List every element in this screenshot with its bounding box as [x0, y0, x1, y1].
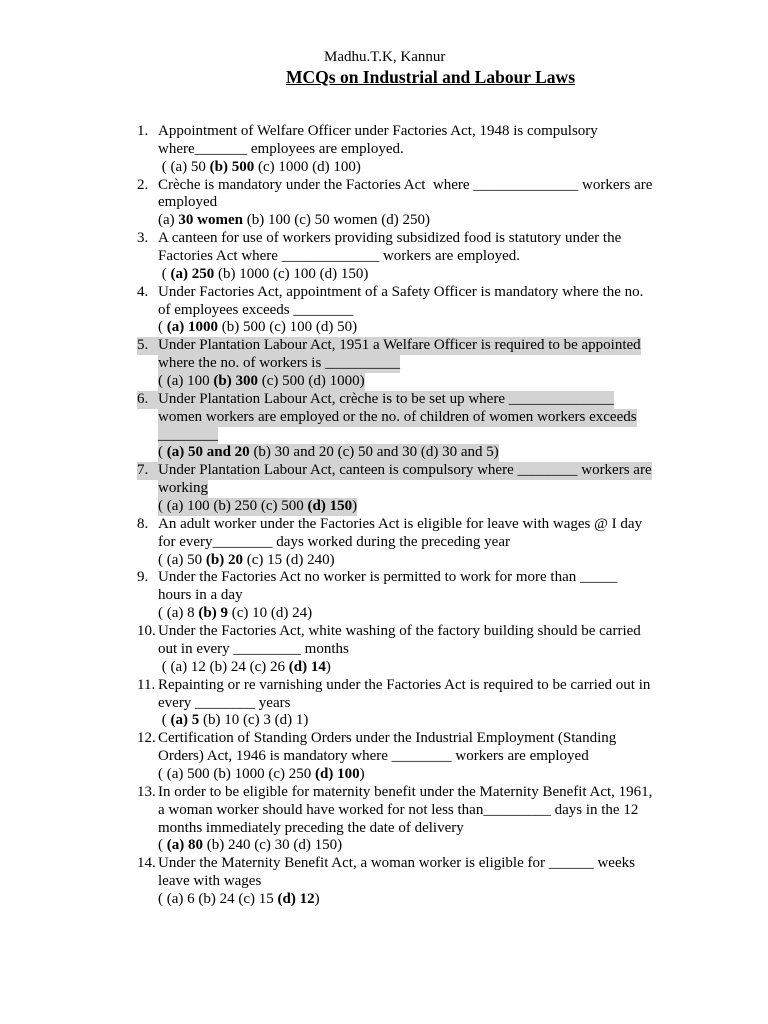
question-item — [137, 516, 757, 570]
question-body — [158, 677, 757, 731]
question-number: 10. — [137, 623, 156, 640]
marked-answer: (a) 80 — [166, 837, 203, 854]
text-run: Under Plantation Labour Act, crèche is to be set up where ______________ — [158, 390, 614, 407]
marked-answer: (a) 50 and 20 — [166, 444, 250, 461]
options-line — [158, 212, 430, 230]
options-line — [158, 712, 308, 730]
question-body — [158, 123, 757, 177]
options-line — [158, 605, 312, 623]
text-run: Under the Factories Act, white washing of the factory building should be carried — [158, 623, 641, 640]
question-number: 11. — [137, 676, 156, 693]
text-run: months immediately preceding the date of delivery — [158, 819, 464, 836]
question-line — [158, 462, 652, 480]
text-run: ) — [352, 498, 358, 515]
question-line — [158, 427, 218, 445]
question-body — [158, 337, 757, 391]
question-item — [137, 391, 757, 462]
text-run: women workers are employed or the no. of children of women workers exceeds — [158, 408, 637, 425]
marked-answer: 30 women — [178, 212, 243, 229]
question-line — [158, 248, 520, 266]
question-line — [158, 677, 650, 695]
question-line — [158, 123, 598, 141]
question-item — [137, 230, 757, 284]
text-run: of employees exceeds ________ — [158, 301, 354, 318]
question-body — [158, 569, 757, 623]
question-number: 3. — [137, 230, 149, 247]
text-run: ( — [158, 837, 167, 854]
text-run: ( (a) 100 (b) 250 (c) 500 — [158, 498, 308, 515]
question-line — [158, 230, 621, 248]
question-number: 12. — [137, 730, 156, 747]
question-item — [137, 623, 757, 677]
text-run: (b) 100 (c) 50 women (d) 250) — [242, 212, 431, 229]
question-line — [158, 784, 652, 802]
text-run: (a) — [158, 212, 179, 229]
question-line — [158, 695, 290, 713]
text-run: (c) 15 (d) 240) — [243, 551, 335, 568]
question-line — [158, 873, 261, 891]
text-run: (c) 1000 (d) 100) — [254, 158, 361, 175]
text-run: ________ — [158, 426, 218, 443]
question-body — [158, 730, 757, 784]
marked-answer: (a) 1000 — [166, 319, 218, 336]
question-item — [137, 855, 757, 909]
question-body — [158, 230, 757, 284]
options-line — [158, 837, 342, 855]
text-run: Certification of Standing Orders under the Industrial Employment (Standing — [158, 730, 617, 747]
question-number: 13. — [137, 783, 156, 800]
text-run: Repainting or re varnishing under the Factories Act is required to be carried out in — [158, 676, 651, 693]
text-run: employed — [158, 194, 218, 211]
question-number: 6. — [137, 391, 158, 409]
question-number: 8. — [137, 515, 149, 532]
question-line — [158, 194, 217, 212]
question-body — [158, 623, 757, 677]
text-run: ( (a) 8 — [158, 605, 199, 622]
text-run: out in every _________ months — [158, 640, 349, 657]
options-line — [158, 552, 335, 570]
text-run: Factories Act where _____________ workers are employed. — [158, 248, 520, 265]
text-run: ) — [314, 890, 320, 907]
text-run: ( (a) 100 — [158, 373, 214, 390]
marked-answer: (a) 5 — [170, 712, 200, 729]
question-number: 5. — [137, 337, 158, 355]
question-line — [158, 623, 641, 641]
text-run: ( (a) 50 — [158, 551, 206, 568]
question-number: 14. — [137, 855, 156, 872]
question-line — [158, 587, 243, 605]
question-body — [158, 284, 757, 338]
options-line — [158, 659, 331, 677]
text-run: where the no. of workers is __________ — [158, 355, 401, 372]
options-line — [158, 266, 368, 284]
text-run: (b) 10 (c) 3 (d) 1) — [199, 712, 309, 729]
text-run: Under Factories Act, appointment of a Safety Officer is mandatory where the no. — [158, 283, 644, 300]
options-line — [158, 159, 361, 177]
marked-answer: (a) 250 — [170, 265, 215, 282]
question-line — [158, 337, 641, 355]
question-line — [158, 748, 589, 766]
question-line — [158, 391, 614, 409]
question-line — [158, 302, 353, 320]
question-item — [137, 123, 757, 177]
question-number: 7. — [137, 462, 158, 480]
text-run: In order to be eligible for maternity benefit under the Maternity Benefit Act, 1961, — [158, 783, 653, 800]
marked-answer: (b) 20 — [205, 551, 243, 568]
text-run: A canteen for use of workers providing subsidized food is statutory under the — [158, 230, 622, 247]
question-line — [158, 516, 642, 534]
question-line — [158, 820, 464, 838]
text-run: Under the Maternity Benefit Act, a woman worker is eligible for ______ weeks — [158, 855, 635, 872]
question-line — [158, 409, 637, 427]
question-item — [137, 677, 757, 731]
text-run: ( — [158, 444, 167, 461]
marked-answer: (b) 500 — [209, 158, 255, 175]
question-item — [137, 337, 757, 391]
marked-answer: (b) 9 — [198, 605, 228, 622]
marked-answer: (d) 150 — [307, 498, 353, 515]
text-run: ) — [325, 658, 331, 675]
question-body — [158, 516, 757, 570]
text-run: ( — [158, 319, 167, 336]
options-line — [158, 498, 357, 516]
question-body — [158, 462, 757, 516]
question-number: 9. — [137, 569, 149, 586]
text-run: for every________ days worked during the preceding year — [158, 533, 510, 550]
question-line — [158, 284, 643, 302]
mcq-list — [137, 123, 757, 909]
text-run: Under Plantation Labour Act, canteen is compulsory where ________ workers are — [158, 462, 652, 479]
text-run: (b) 500 (c) 100 (d) 50) — [218, 319, 358, 336]
text-run: Appointment of Welfare Officer under Factories Act, 1948 is compulsory — [158, 123, 598, 139]
marked-answer: (d) 14 — [288, 658, 326, 675]
text-run: ) — [359, 765, 365, 782]
question-line — [158, 355, 400, 373]
text-run: ( — [158, 712, 171, 729]
question-number: 1. — [137, 123, 149, 139]
options-line — [158, 319, 357, 337]
marked-answer: (b) 300 — [213, 373, 258, 390]
text-run: where_______ employees are employed. — [158, 140, 404, 157]
text-run: ( (a) 12 (b) 24 (c) 26 — [158, 658, 289, 675]
text-run: ( (a) 6 (b) 24 (c) 15 — [158, 890, 278, 907]
options-line — [158, 766, 365, 784]
text-run: (c) 10 (d) 24) — [228, 605, 313, 622]
question-item — [137, 177, 757, 231]
question-body — [158, 784, 757, 855]
text-run: Under Plantation Labour Act, 1951 a Welfare Officer is required to be appointed — [158, 337, 641, 354]
text-run: ( — [158, 265, 171, 282]
text-run: ( (a) 500 (b) 1000 (c) 250 — [158, 765, 316, 782]
text-run: every ________ years — [158, 694, 291, 711]
question-line — [158, 802, 638, 820]
text-run: leave with wages — [158, 873, 262, 890]
question-number: 2. — [137, 176, 149, 193]
text-run: a woman worker should have worked for not less than_________ days in the 12 — [158, 801, 639, 818]
question-item — [137, 284, 757, 338]
question-line — [158, 855, 635, 873]
question-item — [137, 784, 757, 855]
question-number: 4. — [137, 283, 149, 300]
author-line: Madhu.T.K, Kannur — [324, 49, 446, 65]
text-run: An adult worker under the Factories Act is eligible for leave with wages @ I day — [158, 515, 643, 532]
text-run: (c) 500 (d) 1000) — [258, 373, 365, 390]
text-run: ( (a) 50 — [158, 158, 210, 175]
text-run: (b) 1000 (c) 100 (d) 150) — [214, 265, 369, 282]
marked-answer: (d) 12 — [277, 890, 315, 907]
question-line — [158, 641, 349, 659]
question-line — [158, 534, 510, 552]
text-run: Orders) Act, 1946 is mandatory where ________ workers are employed — [158, 748, 589, 765]
question-line — [158, 141, 404, 159]
question-body — [158, 391, 757, 462]
question-body — [158, 177, 757, 231]
text-run: Under the Factories Act no worker is permitted to work for more than _____ — [158, 569, 618, 586]
question-line — [158, 177, 652, 195]
options-line — [158, 444, 499, 462]
options-line — [158, 373, 365, 391]
question-body — [158, 855, 757, 909]
question-item — [137, 462, 757, 516]
text-run: hours in a day — [158, 587, 243, 604]
text-run: (b) 240 (c) 30 (d) 150) — [203, 837, 343, 854]
options-line — [158, 891, 320, 909]
question-item — [137, 730, 757, 784]
question-line — [158, 569, 617, 587]
question-line — [158, 480, 208, 498]
text-run: (b) 30 and 20 (c) 50 and 30 (d) 30 and 5) — [249, 444, 499, 461]
text-run: working — [158, 480, 208, 497]
question-item — [137, 569, 757, 623]
document-title: MCQs on Industrial and Labour Laws — [286, 67, 575, 87]
text-run: Crèche is mandatory under the Factories Act where ______________ workers are — [158, 176, 653, 193]
marked-answer: (d) 100 — [315, 765, 360, 782]
question-line — [158, 730, 616, 748]
